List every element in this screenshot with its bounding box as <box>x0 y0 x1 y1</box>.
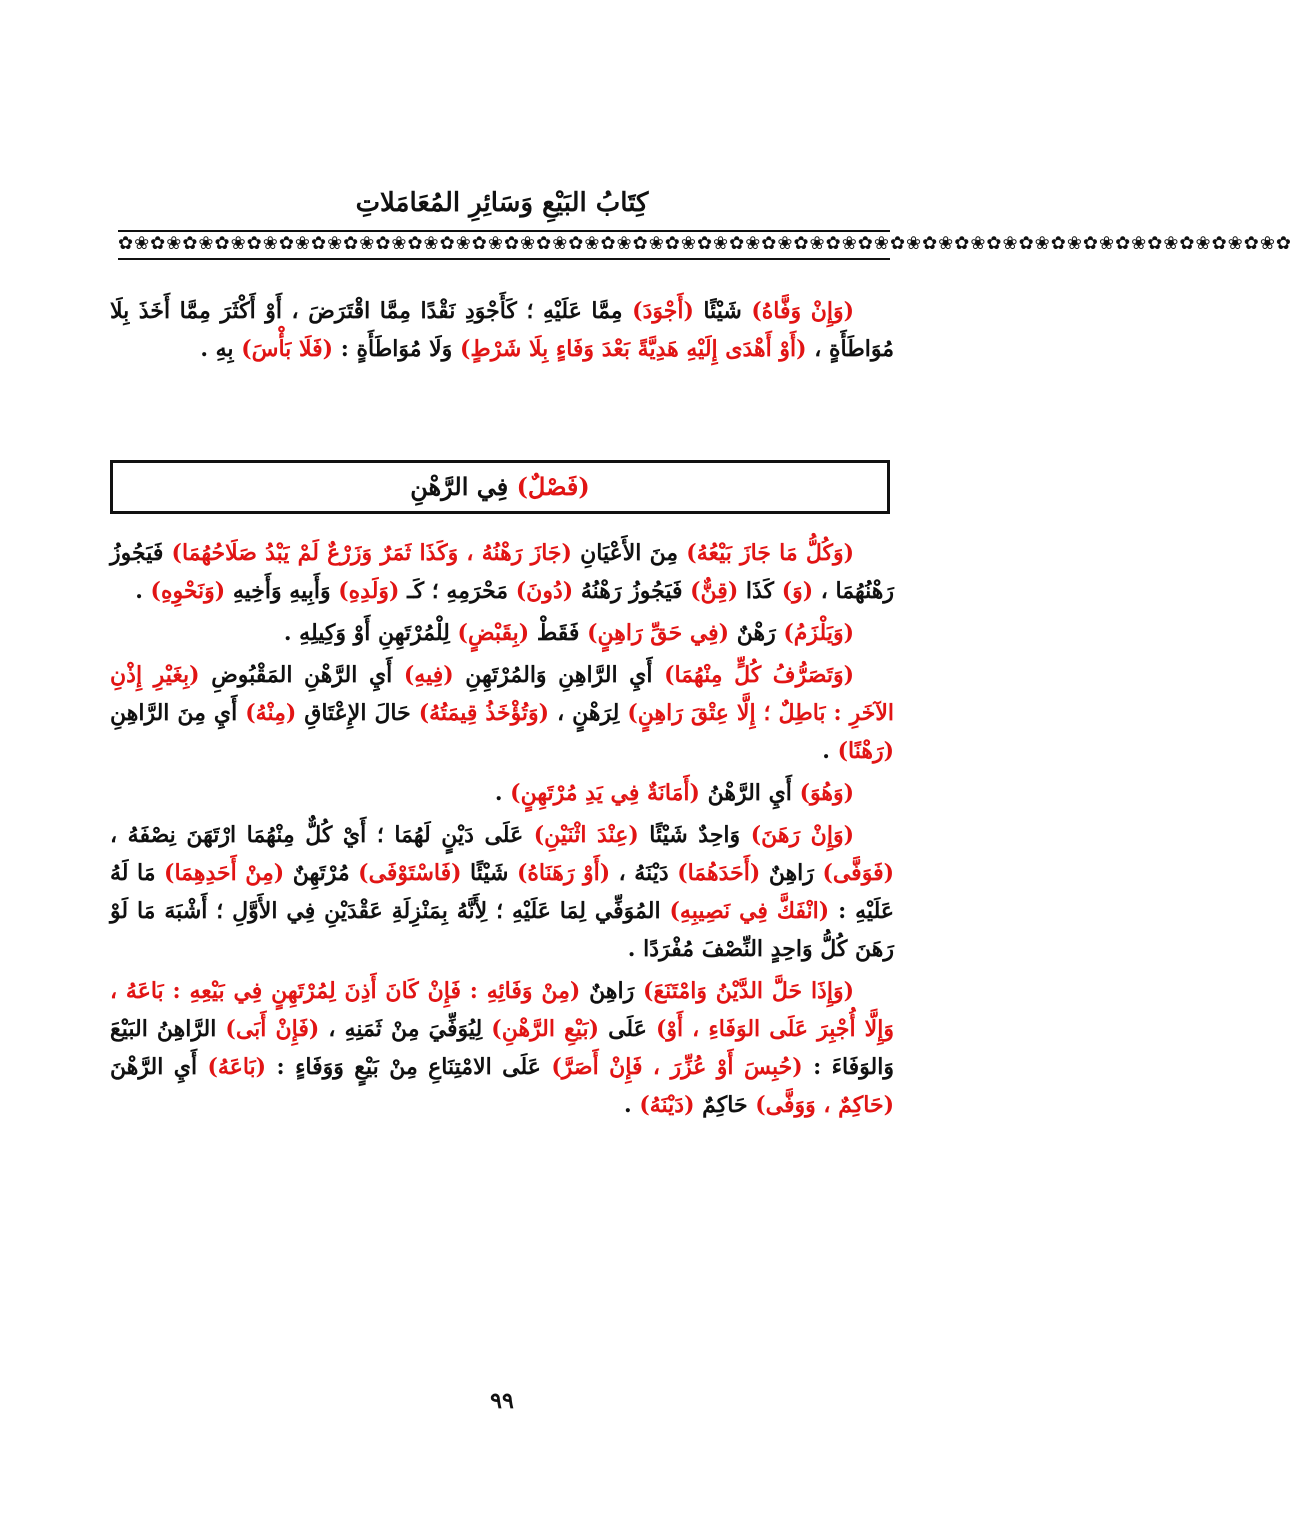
matn-text: (وَ) <box>781 578 814 604</box>
matn-text: (رَهْنًا) <box>837 738 894 764</box>
commentary-text: دَيْنَهُ ، <box>610 860 678 886</box>
matn-text: (حَاكِمٌ ، وَوَفَّى) <box>755 1092 894 1118</box>
commentary-text: . <box>822 738 838 764</box>
ornament-pattern: ✿❀✿❀✿❀✿❀✿❀✿❀✿❀✿❀✿❀✿❀✿❀✿❀✿❀✿❀✿❀✿❀✿❀✿❀✿❀✿❀✿❀✿❀✿❀✿❀✿❀✿❀✿❀✿❀✿❀✿❀✿❀✿❀✿❀✿❀✿❀✿❀✿ <box>118 233 1292 254</box>
paragraph <box>110 614 894 652</box>
matn-text: (مِنْ أَحَدِهِمَا) <box>164 860 285 886</box>
matn-text: (وَتُؤْخَذُ قِيمَتُهُ) <box>418 700 550 726</box>
commentary-text: عَلَى الامْتِنَاعِ مِنْ بَيْعٍ وَوَفَاءٍ : <box>266 1054 552 1080</box>
page-number: ٩٩ <box>490 1388 514 1414</box>
intro-paragraph <box>110 292 894 368</box>
matn-text: (فَلَا بَأْسَ) <box>241 336 334 362</box>
matn-text: (وَتَصَرُّفُ كُلٍّ مِنْهُمَا) <box>664 662 854 688</box>
matn-text: (وَإِنْ وَفَّاهُ) <box>751 298 855 324</box>
matn-text: (عِنْدَ اثْنَيْنِ) <box>533 822 639 848</box>
commentary-text: وَلَا مُوَاطَأَةٍ : <box>333 336 460 362</box>
intro-text <box>110 292 894 372</box>
commentary-text: بِهِ . <box>200 336 242 362</box>
commentary-text: مَحْرَمِهِ ؛ كَـ <box>399 578 516 604</box>
running-header-title: كِتَابُ البَيْعِ وَسَائِرِ المُعَامَلاتِ <box>355 188 649 218</box>
matn-text: (وَكُلُّ مَا جَازَ بَيْعُهُ) <box>686 540 855 566</box>
main-text <box>110 534 894 1128</box>
commentary-text: شَيْئًا <box>461 860 517 886</box>
matn-text: (مِنْ وَفَائِهِ : فَإِنْ كَانَ أَذِنَ لِمُرْتَهِنٍ فِي بَيْعِهِ : بَاعَهُ ، وَإِلَّا أُجْبِرَ عَلَى الوَفَاءِ ، أَوْ) <box>110 978 894 1042</box>
commentary-text: . <box>135 578 151 604</box>
commentary-text: . <box>494 780 511 806</box>
commentary-text: لِيُوَفِّيَ مِنْ ثَمَنِهِ ، <box>319 1016 492 1042</box>
commentary-text: فَيَجُوزُ رَهْنُهُمَا ، <box>110 540 894 604</box>
commentary-text: الرَّاهِنُ البَيْعَ وَالوَفَاءَ : <box>110 1016 894 1080</box>
matn-text: (مِنْهُ) <box>245 700 297 726</box>
commentary-text: أَيِ الرَّاهِنِ وَالمُرْتَهِنِ <box>453 662 665 688</box>
commentary-text: مِمَّا عَلَيْهِ ؛ كَأَجْوَدِ نَقْدًا مِمَّا اقْتَرَضَ ، أَوْ أَكْثَرَ مِمَّا أَخَذَ بِلَا مُوَاطَأَةٍ ، <box>110 298 894 362</box>
matn-text: (فَاسْتَوْفَى) <box>358 860 462 886</box>
commentary-text: . <box>623 1092 640 1118</box>
commentary-text: مُرْتَهِنٌ <box>284 860 359 886</box>
commentary-text: أَيِ الرَّهْنُ <box>699 780 800 806</box>
commentary-text: رَاهِنٌ <box>580 978 644 1004</box>
commentary-text: لِلْمُرْتَهِنِ أَوْ وَكِيلِهِ . <box>283 620 458 646</box>
matn-text: (أَجْوَدَ) <box>632 298 694 324</box>
commentary-text: وَاحِدٌ شَيْئًا <box>638 822 751 848</box>
paragraph <box>110 774 894 812</box>
matn-text: (بِغَيْرِ إِذْنِ الآخَرِ : بَاطِلٌ ؛ إِلَّا عِتْقَ رَاهِنٍ) <box>110 662 895 726</box>
section-heading-label: (فَصْلٌ) <box>516 472 590 501</box>
matn-text: (بِقَبْضٍ) <box>457 620 530 646</box>
commentary-text: عَلَى دَيْنٍ لَهُمَا ؛ أَيْ كُلٌّ مِنْهُمَا ارْتَهَنَ نِصْفَهُ ، <box>110 822 534 848</box>
commentary-text: أَيِ الرَّهْنِ المَقْبُوضِ <box>199 662 404 688</box>
commentary-text: وَأَبِيهِ وَأَخِيهِ <box>225 578 339 604</box>
matn-text: (دَيْنَهُ) <box>639 1092 695 1118</box>
commentary-text: فَيَجُوزُ رَهْنُهُ <box>573 578 691 604</box>
matn-text: (وَإِذَا حَلَّ الدَّيْنُ وَامْتَنَعَ) <box>643 978 854 1004</box>
paragraph <box>110 534 894 610</box>
header-ornament-border <box>118 230 1292 260</box>
matn-text: (وَلَدِهِ) <box>338 578 400 604</box>
paragraph <box>110 972 894 1124</box>
matn-text: (وَإِنْ رَهَنَ) <box>750 822 854 848</box>
matn-text: (وَنَحْوِهِ) <box>150 578 226 604</box>
commentary-text: رَاهِنٌ <box>760 860 823 886</box>
matn-text: (انْفَكَّ فِي نَصِيبِهِ) <box>669 898 830 924</box>
commentary-text: أَيِ مِنَ الرَّاهِنِ <box>110 700 246 726</box>
commentary-text: رَهْنٌ <box>729 620 784 646</box>
matn-text: (أَوْ رَهَنَاهُ) <box>516 860 611 886</box>
commentary-text: شَيْئًا <box>693 298 752 324</box>
matn-text: (أَمَانَةٌ فِي يَدِ مُرْتَهِنٍ) <box>510 780 700 806</box>
section-heading-box <box>110 460 890 514</box>
matn-text: (أَحَدَهُمَا) <box>677 860 761 886</box>
matn-text: (فِيهِ) <box>403 662 454 688</box>
section-heading-title: فِي الرَّهْنِ <box>410 472 517 501</box>
matn-text: (وَيَلْزَمُ) <box>783 620 854 646</box>
paragraph <box>110 656 894 770</box>
matn-text: (فِي حَقِّ رَاهِنٍ) <box>587 620 730 646</box>
matn-text: (بَيْعِ الرَّهْنِ) <box>491 1016 599 1042</box>
commentary-text: حَاكِمٌ <box>694 1092 756 1118</box>
matn-text: (وَهُوَ) <box>799 780 854 806</box>
commentary-text: لِرَهْنٍ ، <box>549 700 628 726</box>
commentary-text: كَذَا <box>738 578 782 604</box>
commentary-text: فَقَطْ <box>529 620 588 646</box>
commentary-text: مِنَ الأَعْيَانِ <box>571 540 687 566</box>
commentary-text: المُوَفِّي لِمَا عَلَيْهِ ؛ لِأَنَّهُ بِمَنْزِلَةِ عَقْدَيْنِ فِي الأَوَّلِ ؛ أَشْبَهَ مَا لَوْ رَهَنَ كُلُّ وَاحِدٍ النِّصْفَ مُفْرَدًا . <box>110 898 894 962</box>
matn-text: (فَإِنْ أَبَى) <box>225 1016 320 1042</box>
matn-text: (قِنٌّ) <box>690 578 739 604</box>
commentary-text: أَيِ الرَّهْنَ <box>110 1054 208 1080</box>
matn-text: (بَاعَهُ) <box>207 1054 267 1080</box>
commentary-text: مَا لَهُ عَلَيْهِ : <box>110 860 894 924</box>
commentary-text: عَلَى <box>598 1016 656 1042</box>
matn-text: (جَازَ رَهْنُهُ ، وَكَذَا ثَمَرٌ وَزَرْعٌ لَمْ يَبْدُ صَلَاحُهُمَا) <box>171 540 572 566</box>
commentary-text: حَالَ الإِعْتَاقِ <box>296 700 419 726</box>
matn-text: (دُونَ) <box>515 578 574 604</box>
paragraph <box>110 816 894 968</box>
matn-text: (حُبِسَ أَوْ عُزِّرَ ، فَإِنْ أَصَرَّ) <box>551 1054 803 1080</box>
matn-text: (فَوَفَّى) <box>822 860 894 886</box>
matn-text: (أَوْ أَهْدَى إِلَيْهِ هَدِيَّةً بَعْدَ وَفَاءٍ بِلَا شَرْطٍ) <box>459 336 807 362</box>
